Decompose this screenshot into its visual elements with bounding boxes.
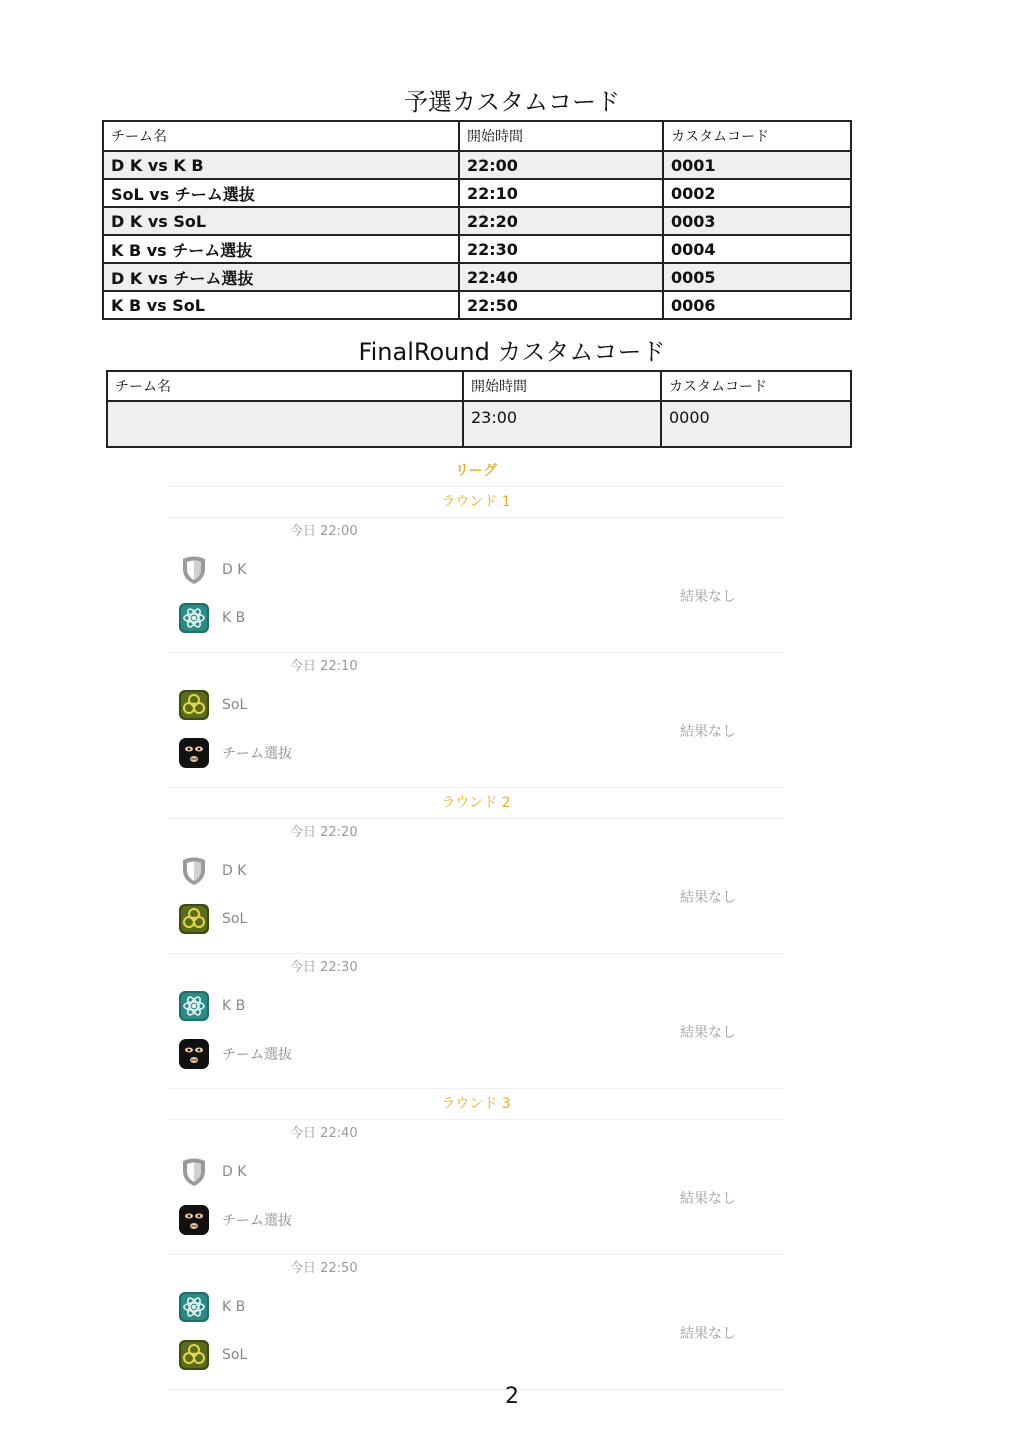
team-entry[interactable]: [178, 689, 247, 721]
cell-code: 0002: [663, 179, 851, 207]
team-name: K B: [222, 1299, 246, 1315]
team-name: K B: [222, 610, 246, 626]
team-entry[interactable]: [178, 855, 246, 887]
team-entry[interactable]: [178, 554, 246, 586]
cell-team: SoL vs チーム選抜: [103, 179, 459, 207]
team-name: D K: [222, 863, 247, 879]
team-name: K B: [222, 998, 246, 1014]
shield-icon: [178, 554, 210, 586]
cell-code: 0004: [663, 235, 851, 263]
team-name: D K: [222, 1164, 247, 1180]
cell-team: D K vs K B: [103, 151, 459, 179]
header-custom-code: カスタムコード: [663, 121, 851, 151]
round-label: ラウンド 1: [168, 487, 784, 518]
final-title: FinalRound カスタムコード: [358, 338, 666, 366]
match-time: 今日 22:20: [290, 825, 358, 840]
atom-icon: [178, 1291, 210, 1323]
mask-icon: [178, 737, 210, 769]
team-entry[interactable]: [178, 602, 245, 634]
table-header-row: [107, 371, 851, 401]
cell-code: 0003: [663, 207, 851, 235]
header-start-time: 開始時間: [459, 121, 663, 151]
biohazard-icon: [178, 903, 210, 935]
match-card[interactable]: [168, 653, 784, 788]
team-entry[interactable]: [178, 1204, 292, 1236]
header-custom-code: カスタムコード: [661, 371, 851, 401]
cell-team: K B vs SoL: [103, 291, 459, 319]
cell-team: D K vs チーム選抜: [103, 263, 459, 291]
mask-icon: [178, 1038, 210, 1070]
cell-team: D K vs SoL: [103, 207, 459, 235]
shield-icon: [178, 855, 210, 887]
match-result: 結果なし: [680, 589, 736, 605]
match-result: 結果なし: [680, 724, 736, 740]
rounds-container: [168, 487, 784, 1390]
cell-team: [107, 401, 463, 447]
match-card[interactable]: [168, 1255, 784, 1390]
team-entry[interactable]: [178, 1339, 247, 1371]
header-team: チーム名: [103, 121, 459, 151]
match-card[interactable]: [168, 518, 784, 653]
cell-time: 22:20: [459, 207, 663, 235]
cell-time: 22:40: [459, 263, 663, 291]
cell-time: 22:50: [459, 291, 663, 319]
biohazard-icon: [178, 689, 210, 721]
header-start-time: 開始時間: [463, 371, 661, 401]
team-name: D K: [222, 562, 247, 578]
match-time: 今日 22:40: [290, 1126, 358, 1141]
table-row: [103, 263, 851, 291]
table-row: [107, 401, 851, 447]
table-header-row: [103, 121, 851, 151]
header-team: チーム名: [107, 371, 463, 401]
team-entry[interactable]: [178, 990, 245, 1022]
match-time: 今日 22:50: [290, 1261, 358, 1276]
match-card[interactable]: [168, 1120, 784, 1255]
table-row: [103, 151, 851, 179]
table-row: [103, 179, 851, 207]
match-card[interactable]: [168, 819, 784, 954]
match-time: 今日 22:00: [290, 524, 358, 539]
table-row: [103, 235, 851, 263]
qualifier-title: 予選カスタムコード: [404, 88, 620, 116]
shield-icon: [178, 1156, 210, 1188]
cell-code: 0005: [663, 263, 851, 291]
cell-time: 22:30: [459, 235, 663, 263]
team-entry[interactable]: [178, 1291, 245, 1323]
page-number: 2: [505, 1384, 519, 1409]
match-result: 結果なし: [680, 1326, 736, 1342]
mask-icon: [178, 1204, 210, 1236]
cell-team: K B vs チーム選抜: [103, 235, 459, 263]
cell-time: 22:10: [459, 179, 663, 207]
atom-icon: [178, 602, 210, 634]
table-row: [103, 207, 851, 235]
team-name: チーム選抜: [222, 1047, 292, 1063]
team-name: SoL: [222, 697, 248, 713]
team-entry[interactable]: [178, 1156, 246, 1188]
team-entry[interactable]: [178, 903, 247, 935]
league-schedule: [168, 460, 784, 1390]
atom-icon: [178, 990, 210, 1022]
team-entry[interactable]: [178, 737, 292, 769]
match-result: 結果なし: [680, 1191, 736, 1207]
league-heading: リーグ: [168, 460, 784, 487]
table-row: [103, 291, 851, 319]
match-time: 今日 22:30: [290, 960, 358, 975]
round-label: ラウンド 3: [168, 1089, 784, 1120]
round-label: ラウンド 2: [168, 788, 784, 819]
cell-code: 0006: [663, 291, 851, 319]
cell-time: 23:00: [463, 401, 661, 447]
team-name: チーム選抜: [222, 746, 292, 762]
cell-code: 0000: [661, 401, 851, 447]
cell-time: 22:00: [459, 151, 663, 179]
final-table: [106, 370, 852, 448]
team-name: チーム選抜: [222, 1213, 292, 1229]
biohazard-icon: [178, 1339, 210, 1371]
match-result: 結果なし: [680, 890, 736, 906]
match-result: 結果なし: [680, 1025, 736, 1041]
team-entry[interactable]: [178, 1038, 292, 1070]
team-name: SoL: [222, 911, 248, 927]
qualifier-table: [102, 120, 852, 320]
cell-code: 0001: [663, 151, 851, 179]
team-name: SoL: [222, 1347, 248, 1363]
match-time: 今日 22:10: [290, 659, 358, 674]
match-card[interactable]: [168, 954, 784, 1089]
